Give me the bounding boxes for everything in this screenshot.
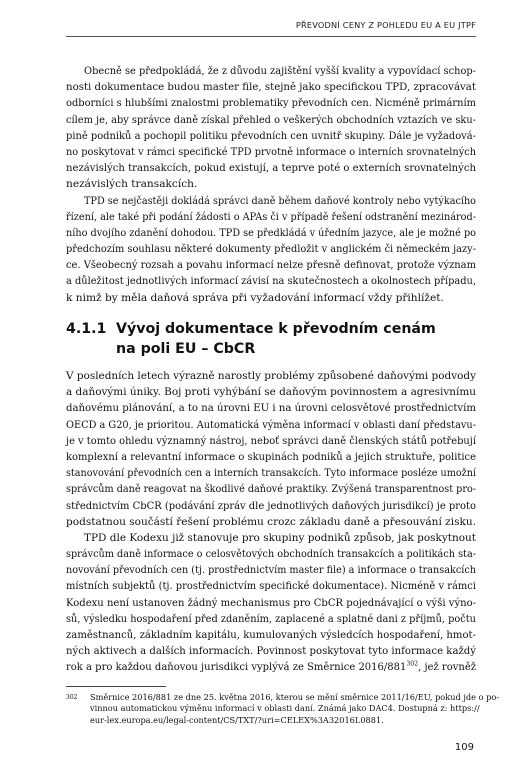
text-line: TPD se nejčastěji dokládá správci daně během daňové kontroly nebo vytýkacího xyxy=(84,194,477,207)
paragraph-2 xyxy=(66,193,476,306)
header-divider xyxy=(66,36,476,37)
footnote-text xyxy=(66,692,500,726)
section-heading xyxy=(66,319,476,359)
footnote-line: vinnou automatickou výměnu informací v oblasti daní. Známá jako DAC4. Dostupná z: https:// xyxy=(90,703,480,714)
footnote-divider xyxy=(66,686,166,687)
footnote xyxy=(66,692,500,726)
text-line: střednictvím CbCR (podávání zpráv dle jednotlivých daňových jurisdikcí) je proto xyxy=(66,499,477,512)
page-number: 109 xyxy=(454,742,474,753)
text-line: správcům daně reagovat na škodlivé daňové praktiky. Zvýšená transparentnost pro- xyxy=(66,483,477,496)
text-line: řízení, ale také při podání žádosti o APAs či v případě řešení odstranění mezinárod- xyxy=(66,210,477,223)
section-title-line-1: Vývoj dokumentace k převodním cenám xyxy=(116,321,436,337)
text-line: zaměstnanců, základním kapitálu, kumulovaných výsledcích hospodaření, hmot- xyxy=(66,629,477,641)
text-line: no poskytovat v rámci specifické TPD prvotně informace o interních srovnatelných xyxy=(66,145,477,158)
text-line: je v tomto ohledu významný nástroj, neboť správci daně členských států potřebují xyxy=(66,434,476,447)
text-line: stanovování převodních cen a interních transakcích. Tyto informace posléze umožní xyxy=(66,467,476,480)
text-line: TPD dle Kodexu již stanovuje pro skupiny podniků způsob, jak poskytnout xyxy=(84,531,476,544)
footnote-line: Směrnice 2016/881 ze dne 25. května 2016, kterou se mění směrnice 2011/16/EU, pokud jde o po- xyxy=(90,692,500,702)
running-head: PŘEVODNÍ CENY Z POHLEDU EU A EU JTPF xyxy=(295,20,476,30)
text-line xyxy=(66,659,477,675)
text-line: a daňovými úniky. Boj proti vyhýbání se daňovým povinnostem a agresivnímu xyxy=(66,386,476,399)
section-title-line-2: na poli EU – CbCR xyxy=(116,341,256,357)
body-text-block-2 xyxy=(66,368,476,676)
text-line: ního dvojího zdanění dohodou. TPD se předkládá v úředním jazyce, ale je možné po xyxy=(66,226,477,239)
text-segment: , jež rovněž xyxy=(418,661,477,674)
text-line: pině podniků a pochopil politiku převodních cen uvnitř skupiny. Dále je vyžadová- xyxy=(66,129,476,142)
text-line: ce. Všeobecný rozsah a povahu informací nelze přesně definovat, protože význam xyxy=(66,259,476,272)
text-line: a důležitost jednotlivých informací závisí na skutečnostech a okolnostech případu, xyxy=(66,275,476,288)
footnote-line: eur-lex.europa.eu/legal-content/CS/TXT/?uri=CELEX%3A32016L0881. xyxy=(90,714,384,725)
text-line: sů, výsledku hospodaření před zdaněním, zaplacené a splatné dani z příjmů, počtu xyxy=(66,612,476,625)
text-line: Obecně se předpokládá, že z důvodu zajištění vyšší kvality a vypovídací schop- xyxy=(84,65,476,77)
text-line: nosti dokumentace budou master file, stejně jako specifickou TPD, zpracovávat xyxy=(66,81,476,94)
text-line: cílem je, aby správce daně získal přehled o veškerých obchodních vztazích ve sku- xyxy=(66,113,476,126)
text-line: odborníci s hlubšími znalostmi problematiky převodních cen. Nicméně primárním xyxy=(66,97,477,110)
text-line: komplexní a relevantní informace o skupinách podniků a jejich struktuře, politice xyxy=(66,450,476,463)
text-line: k nimž by měla daňová správa při vyžadování informací vždy přihlížet. xyxy=(66,291,444,304)
section-number: 4.1.1 xyxy=(66,321,107,337)
text-line: nezávislých transakcích, pokud existují, a teprve poté o externích srovnatelných xyxy=(66,162,476,175)
text-segment: rok a pro každou daňovou jurisdikci vyplývá ze Směrnice 2016/881 xyxy=(66,661,407,674)
footnote-reference[interactable]: 302 xyxy=(406,659,419,668)
text-line: OECD a G20, je prioritou. Automatická výměna informací v oblasti daní představu- xyxy=(66,418,477,431)
text-line: daňovému plánování, a to na úrovni EU i na úrovni celosvětové prostřednictvím xyxy=(66,402,476,415)
paragraph-4 xyxy=(66,530,476,676)
text-line: správcům daně informace o celosvětových obchodních transakcích a politikách sta- xyxy=(66,548,477,561)
text-line: Kodexu není ustanoven žádný mechanismus pro CbCR pojednávající o výši výno- xyxy=(66,596,477,609)
text-line: nezávislých transakcích. xyxy=(66,178,198,191)
footnote-mark: 302 xyxy=(66,694,78,701)
paragraph-3 xyxy=(66,368,476,530)
text-line: ných aktivech a dalších informacích. Povinnost poskytovat tyto informace každý xyxy=(66,645,476,658)
text-line: V posledních letech výrazně narostly problémy způsobené daňovými podvody xyxy=(66,370,476,382)
paragraph-1 xyxy=(66,63,476,193)
text-line: předchozím souhlasu některé dokumenty předložit v anglickém či německém jazy- xyxy=(66,243,477,256)
text-line: místních subjektů (tj. prostřednictvím specifické dokumentace). Nicméně v rámci xyxy=(66,580,476,593)
body-text-block-1 xyxy=(66,63,476,306)
text-line: novování převodních cen (tj. prostřednictvím master file) a informace o transakcích xyxy=(66,564,476,577)
text-line: podstatnou součástí řešení problému crozc základu daně a přesouvání zisku. xyxy=(66,515,476,528)
